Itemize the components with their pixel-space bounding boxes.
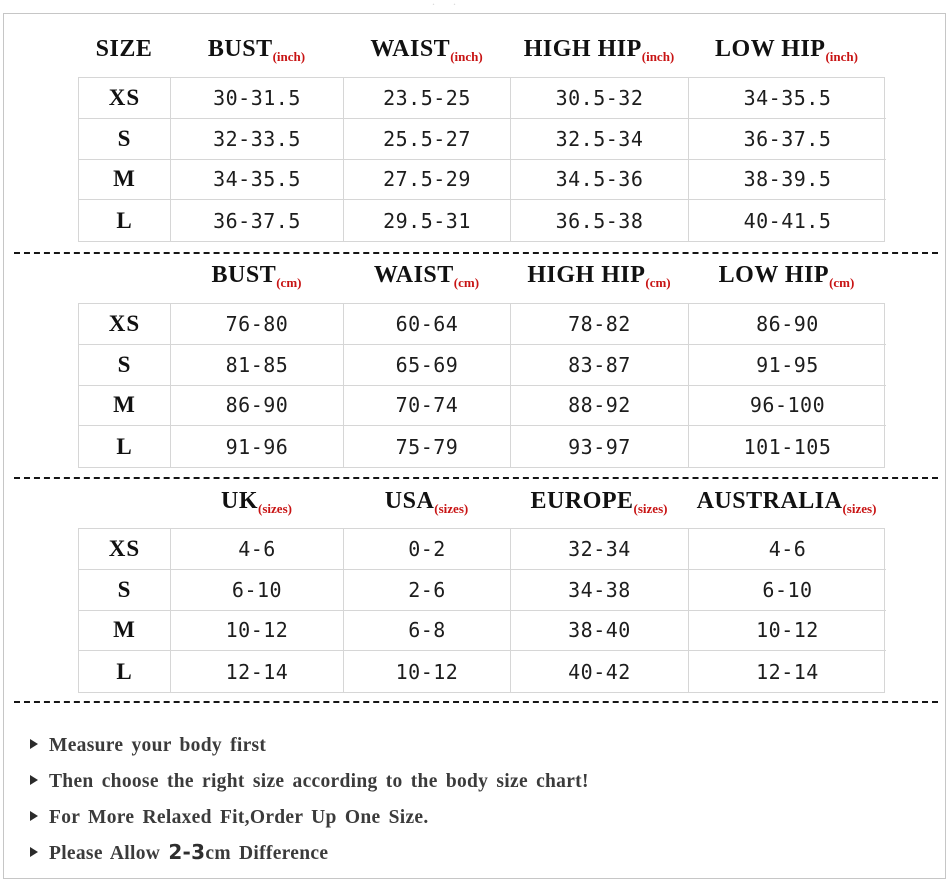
header-label: UK [221,488,259,514]
size-label: XS [79,304,171,345]
table-cell: 88-92 [511,386,689,427]
table-cell: 6-8 [344,611,511,652]
size-label: S [79,570,171,611]
header-label: HIGH HIP [523,36,642,62]
table-cell: 6-10 [689,570,886,611]
table-cell: 23.5-25 [344,78,511,119]
header-label: LOW HIP [718,262,830,288]
cm-size-table [78,303,885,468]
header-label: SIZE [95,36,153,62]
cropped-text-fragment: .. [432,0,474,8]
header-unit: (cm) [829,275,855,290]
column-header-waist-cm [343,254,510,299]
dashed-separator [14,701,938,703]
header-label: AUSTRALIA [696,488,843,514]
header-label: USA [384,488,435,514]
size-label: L [79,651,171,692]
table-cell: 40-42 [511,651,689,692]
table-cell: 30-31.5 [171,78,344,119]
table-cell: 34.5-36 [511,160,689,201]
table-cell: 34-35.5 [689,78,886,119]
header-label: BUST [207,36,273,62]
inch-table-header-row [78,28,885,70]
bullet-triangle-icon [30,811,38,821]
table-cell: 60-64 [344,304,511,345]
table-cell: 96-100 [689,386,886,427]
table-cell: 38-40 [511,611,689,652]
note-text: Measure your body first [49,734,267,756]
column-header-australia [688,480,885,525]
table-cell: 91-95 [689,345,886,386]
table-cell: 29.5-31 [344,200,511,241]
column-header-lowhip-cm [688,254,885,299]
fitting-notes [30,726,910,870]
table-cell: 4-6 [689,529,886,570]
table-cell: 38-39.5 [689,160,886,201]
table-cell: 32-33.5 [171,119,344,160]
header-unit: (cm) [453,275,480,290]
note-text: Then choose the right size according to the body size chart! [49,770,589,792]
table-cell: 34-35.5 [171,160,344,201]
cm-table-header-row [78,254,885,296]
column-header-waist-inch [343,28,510,73]
header-label: HIGH HIP [527,262,646,288]
size-label: L [79,426,171,467]
intl-size-table [78,528,885,693]
header-label: WAIST [370,36,451,62]
header-unit: (inch) [641,49,675,64]
column-header-usa [343,480,510,525]
size-label: XS [79,78,171,119]
note-choose-right-size [30,762,910,798]
column-header-europe [510,480,688,525]
table-cell: 10-12 [171,611,344,652]
column-header-bust-cm [170,254,343,299]
dashed-separator [14,477,938,479]
table-cell: 32-34 [511,529,689,570]
note-measure-first [30,726,910,762]
table-cell: 30.5-32 [511,78,689,119]
size-label: S [79,345,171,386]
size-label: S [79,119,171,160]
table-cell: 86-90 [689,304,886,345]
note-allow-difference [30,834,910,870]
header-unit: (sizes) [434,501,469,516]
table-cell: 34-38 [511,570,689,611]
header-label: WAIST [373,262,454,288]
table-cell: 6-10 [171,570,344,611]
header-unit: (cm) [276,275,302,290]
size-label: M [79,611,171,652]
table-cell: 78-82 [511,304,689,345]
column-header-empty [78,254,170,299]
header-unit: (sizes) [258,501,292,516]
table-cell: 2-6 [344,570,511,611]
table-cell: 12-14 [756,659,819,684]
table-cell: 12-14 [171,651,344,692]
table-cell: 86-90 [171,386,344,427]
column-header-highhip-cm [510,254,688,299]
table-cell: 36-37.5 [689,119,886,160]
size-label: M [79,160,171,201]
bullet-triangle-icon [30,847,38,857]
table-cell: 65-69 [344,345,511,386]
bullet-triangle-icon [30,775,38,785]
header-unit: (inch) [272,49,306,64]
column-header-highhip-inch [510,28,688,73]
table-cell: 70-74 [344,386,511,427]
size-label: L [79,200,171,241]
bullet-triangle-icon [30,739,38,749]
table-cell: 76-80 [171,304,344,345]
size-label: XS [79,529,171,570]
table-cell: 75-79 [344,426,511,467]
table-cell: 93-97 [511,426,689,467]
table-cell: 40-41.5 [743,208,832,233]
header-label: LOW HIP [715,36,826,62]
table-cell: 27.5-29 [344,160,511,201]
inch-size-table [78,77,885,242]
table-cell: 81-85 [171,345,344,386]
table-cell: 83-87 [511,345,689,386]
header-unit: (inch) [825,49,858,64]
size-label: M [79,386,171,427]
header-unit: (sizes) [633,501,668,516]
table-cell: 91-96 [171,426,344,467]
table-cell: 36-37.5 [171,200,344,241]
header-label: EUROPE [530,488,634,514]
column-header-bust-inch [170,28,343,73]
header-label: BUST [211,262,277,288]
table-cell: 10-12 [344,651,511,692]
note-text: For More Relaxed Fit,Order Up One Size. [49,806,429,828]
column-header-uk [170,480,343,525]
intl-table-header-row [78,480,885,522]
column-header-lowhip-inch [688,28,885,73]
column-header-empty [78,480,170,525]
table-cell: 25.5-27 [344,119,511,160]
header-unit: (cm) [645,275,671,290]
table-cell: 32.5-34 [511,119,689,160]
table-cell: 10-12 [689,611,886,652]
header-unit: (inch) [450,49,483,64]
table-cell: 101-105 [743,434,832,459]
note-relaxed-fit [30,798,910,834]
table-cell: 0-2 [344,529,511,570]
header-unit: (sizes) [842,501,877,516]
table-cell: 4-6 [171,529,344,570]
column-header-size [78,28,170,73]
table-cell: 36.5-38 [511,200,689,241]
note-text: Please Allow 2-3cm Difference [49,839,329,864]
